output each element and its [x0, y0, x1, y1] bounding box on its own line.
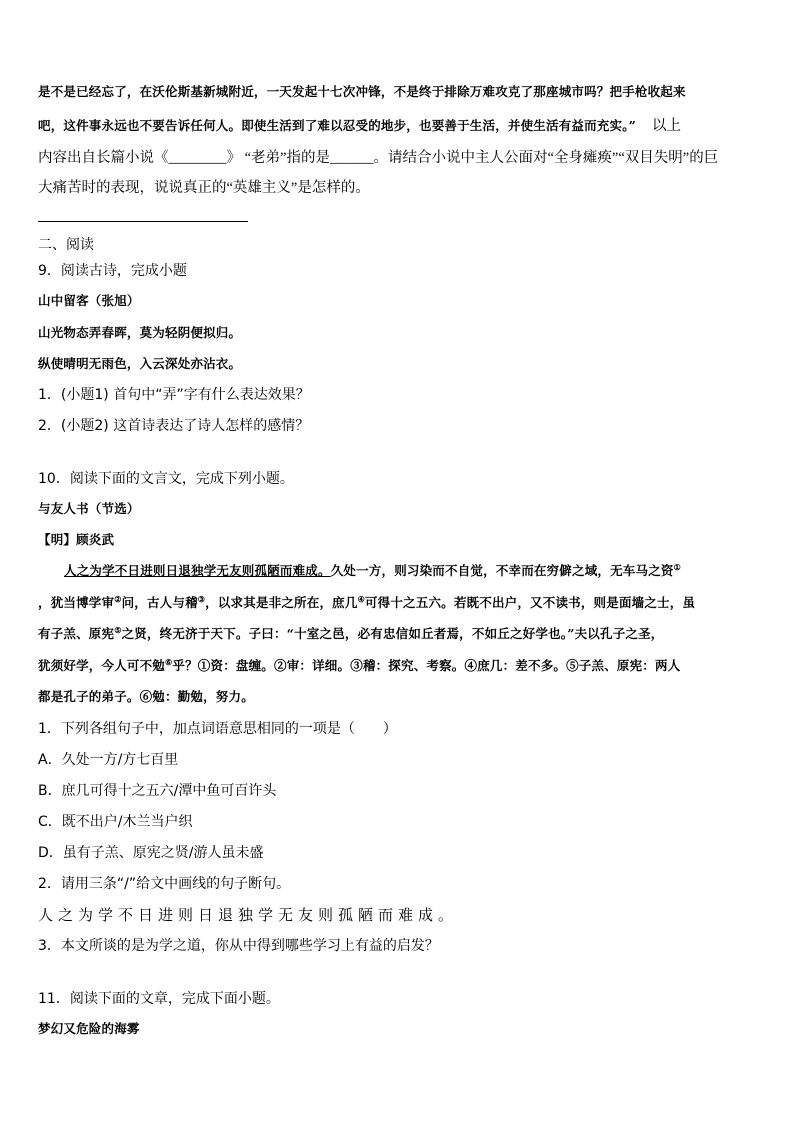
text-title: 梦幻又危险的海雾	[38, 1021, 140, 1036]
text-title: 与友人书（节选）	[38, 501, 140, 516]
passage-text: ，犹当博学审	[38, 595, 115, 610]
section-title: 二、阅读	[38, 237, 94, 253]
sub-question: 2．(小题2) 这首诗表达了诗人怎样的感情？	[38, 418, 310, 434]
passage-text: 乎？①资：盘缠。②审：详细。③稽：探究、考察。④庶几：差不多。⑤子羔、原宪：两人	[172, 658, 681, 673]
sub-question: 1．下列各组句子中，加点词语意思相同的一项是（ ）	[38, 721, 397, 737]
passage-text: 久处一方，则习染而不自觉，不幸而在穷僻之域，无车马之资	[330, 563, 674, 578]
text-author: 【明】顾炎武	[38, 532, 115, 547]
passage-text: 犹须好学，今人可不勉	[38, 658, 166, 673]
option-b: B．庶几可得十之五六/潭中鱼可百许头	[38, 783, 277, 799]
underlined-sentence: 人之为学不日进则日退独学无友则孤陋而难成。	[64, 563, 331, 578]
option-a: A．久处一方/方七百里	[38, 752, 179, 768]
footnote-mark: ④	[357, 593, 365, 604]
passage-line	[64, 561, 756, 579]
footnote-mark: ⑤	[114, 624, 122, 635]
option-c: C．既不出户/木兰当户织	[38, 814, 193, 830]
passage-text: 以上	[652, 118, 682, 134]
footnote-mark: ①	[673, 561, 681, 572]
passage-line	[38, 114, 756, 135]
passage-line	[38, 624, 756, 642]
footnote-mark: ⑥	[165, 656, 173, 667]
sub-question: 3．本文所谈的是为学之道，你从中得到哪些学习上有益的启发？	[38, 938, 439, 954]
footnote-mark: ②	[114, 593, 122, 604]
passage-text: ，以求其是非之所在，庶几	[205, 595, 358, 610]
passage-line: 都是孔子的弟子。⑥勉：勤勉，努力。	[38, 689, 254, 704]
poem-line: 山光物态弄春晖，莫为轻阴便拟归。	[38, 325, 242, 340]
sentence-to-punctuate: 人之为学不日进则日退独学无友则孤陋而难成。	[38, 906, 459, 924]
footnote-mark: ③	[197, 593, 206, 604]
sub-question: 1．(小题1) 首句中“弄”字有什么表达效果？	[38, 387, 310, 403]
sub-question: 2．请用三条“/”给文中画线的句子断句。	[38, 876, 291, 892]
question-text: 大痛苦时的表现，说说真正的“英雄主义”是怎样的。	[38, 180, 370, 196]
option-d: D．虽有子羔、原宪之贤/游人虽未盛	[38, 845, 264, 861]
question-text: 内容出自长篇小说《________》 “老弟”指的是______。请结合小说中主人公面对“全身瘫痪”“双目失明”的巨	[38, 150, 719, 166]
question-title: 11．阅读下面的文章，完成下面小题。	[38, 991, 280, 1007]
passage-line	[38, 656, 756, 674]
question-title: 9．阅读古诗，完成小题	[38, 263, 187, 279]
passage-text: 可得十之五六。若既不出户，又不读书，则是面墙之士，虽	[364, 595, 696, 610]
answer-line	[38, 221, 248, 222]
passage-text: 问，古人与稽	[121, 595, 198, 610]
poem-line: 纵使晴明无雨色，入云深处亦沾衣。	[38, 356, 242, 371]
passage-text: 吧，这件事永远也不要告诉任何人。即使生活到了难以忍受的地步，也要善于生活，并使生活有益而充实。”	[38, 118, 637, 133]
passage-line: 是不是已经忘了，在沃伦斯基新城附近，一天发起十七次冲锋，不是终于排除万难攻克了那座城市吗？把手枪收起来	[38, 84, 686, 99]
passage-text: 之贤，终无济于天下。子曰：“十室之邑，必有忠信如丘者焉，不如丘之好学也。”夫以孔子之圣，	[121, 626, 664, 641]
question-title: 10．阅读下面的文言文，完成下列小题。	[38, 471, 294, 487]
poem-title: 山中留客（张旭）	[38, 293, 140, 308]
passage-text: 有子羔、原宪	[38, 626, 115, 641]
passage-line	[38, 593, 756, 611]
